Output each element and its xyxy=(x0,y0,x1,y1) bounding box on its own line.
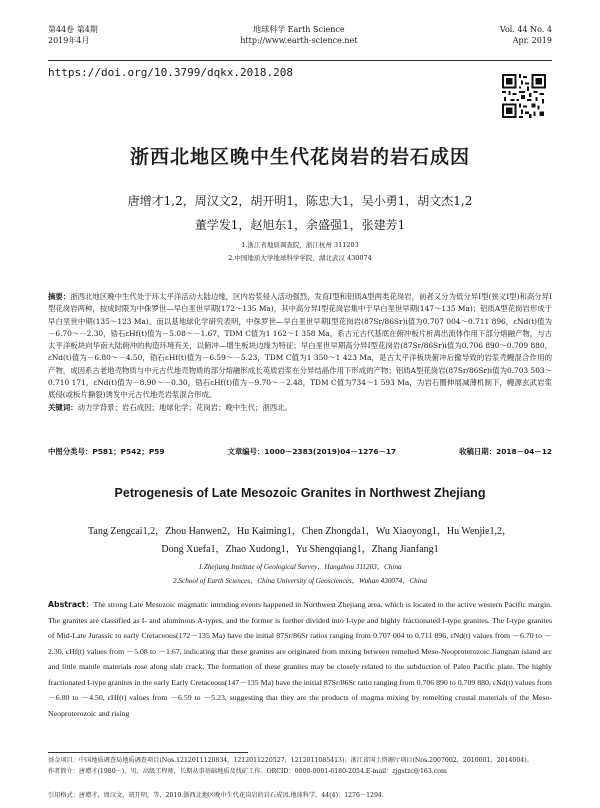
date-cn: 2019年4月 xyxy=(48,36,90,45)
abstract-cn-text: 浙西北地区晚中生代处于环太平洋活动大陆边缘，区内岩浆侵入活动强烈，发育I型和铝质A型两类花岗岩，前者又分为低分异I型(狭义I型)和高分异I型花岗岩两种，按成时限为中侏罗世—早白垩世早期(172～135 Ma)，其中高分异I型花岗岩集中于早白垩世早期(147～135 Ma)；铝质A型花岗岩形成于早白垩世中期(135～123 Ma)。而以基地球化学研究表明，中侏罗世—早白垩世早期I型花岗岩(87Sr/86Sr)i值为0.707 004～0.711 896，εNd(t)值为－6.70～－2.30，锆石εHf(t)值为－5.08～－1.67，TDM C值为1 162～1 358 Ma，系古元古代基底在俯冲板片析离出流体作用下部分熔融产物，与古太平洋板块向华南大陆俯冲的构造环境有关，以俯冲—增生板块边缘为特征；早白垩世早期高分异I型花岗岩(87Sr/86Sr)i值为0.706 890～0.709 880，εNd(t)值为－6.80～－4.50，锆石εHf(t)值为－6.59～－5.23，TDM C值为1 350～1 423 Ma，是古太平洋板块俯冲后撤导致的岩浆壳幔混合作用的产物，成因系古老地壳物质与中元古代地壳物质的部分熔融形成长英质岩浆在分异结晶作用下形成的产物；铝质A型花岗岩(87Sr/86Sr)i值为0.703 503～0.710 171，εNd(t)值为－8.90～－0.30，锆石εHf(t)值为－9.70～－2.48，TDM C值为734～1 593 Ma，为岩石圈伸展减薄机制下，幔源玄武岩浆底侵(或板片撕裂)诱发中元古代地壳岩浆混合形成。 xyxy=(48,292,552,400)
clc-number: 中图分类号：P581；P542；P59 xyxy=(48,447,165,456)
affiliation-en-1: 1.Zhejiang Institute of Geological Survey，Hangzhou 311203，China xyxy=(198,563,402,571)
abstract-cn xyxy=(48,291,552,414)
abstract-en xyxy=(48,597,552,721)
volume-issue-cn: 第44卷 第4期 xyxy=(48,25,98,34)
header-divider xyxy=(48,60,552,61)
authors-cn-line2: 董学发1，赵旭东1，余盛强1，张建芳1 xyxy=(194,218,406,232)
author-bio-note: 作者简介：唐增才(1980－)，男，高级工程师，长期从事基础地质及找矿工作。ORCID：0000-0001-6180-2054.E-mail：zjgstzc@163.com xyxy=(48,768,447,775)
received-date: 收稿日期：2018－04－12 xyxy=(459,447,552,456)
footnote-divider xyxy=(48,752,248,753)
abstract-en-label: Abstract： xyxy=(48,600,94,609)
authors-en-line2: Dong Xuefa1，Zhao Xudong1，Yu Shengqiang1，Zhang Jianfang1 xyxy=(161,544,439,555)
journal-url[interactable]: http://www.earth-science.net xyxy=(240,36,358,45)
journal-header xyxy=(48,24,552,46)
keywords-cn-text: 动力学背景；岩石成因；地球化学；花岗岩；晚中生代；浙西北。 xyxy=(77,402,292,412)
keywords-cn-label: 关键词： xyxy=(48,402,78,412)
document-code: 文章编号：1000－2383(2019)04－1276－17 xyxy=(227,447,397,456)
article-meta-cn xyxy=(48,446,552,457)
abstract-cn-label: 摘要： xyxy=(48,292,71,301)
article-title-en: Petrogenesis of Late Mesozoic Granites in Northwest Zhejiang xyxy=(114,486,486,500)
citation-format: 引用格式：唐增才，周汉文，胡开明，等，2019.浙西北地区晚中生代花岗岩的岩石成因.地球科学，44(4)：1276－1294. xyxy=(48,792,384,799)
affiliation-en-2: 2.School of Earth Sciences，China University of Geosciences，Wuhan 430074，China xyxy=(173,577,427,585)
date-en: Apr. 2019 xyxy=(512,36,552,45)
volume-issue-en: Vol. 44 No. 4 xyxy=(499,25,552,34)
doi-link[interactable]: https://doi.org/10.3799/dqkx.2018.208 xyxy=(48,66,294,79)
authors-en-line1: Tang Zengcai1,2，Zhou Hanwen2，Hu Kaiming1，Chen Zhongda1，Wu Xiaoyong1，Hu Wenjie1,2， xyxy=(88,526,512,537)
funding-note: 基金项目：中国地质调查局地质调查项目(Nos.1212011120834，1212011220527，1212011085413)；浙江省国土资源厅项目(Nos.2007002，2010001，2014004)。 xyxy=(48,757,533,764)
footnotes xyxy=(48,755,552,777)
affiliation-cn-1: 1.浙江省地质调查院，浙江杭州 311203 xyxy=(241,241,359,249)
affiliation-cn-2: 2.中国地质大学地球科学学院，湖北武汉 430074 xyxy=(228,254,372,262)
article-title-cn: 浙西北地区晚中生代花岗岩的岩石成因 xyxy=(129,146,470,168)
authors-cn-line1: 唐增才1,2，周汉文2，胡开明1，陈忠大1，吴小勇1，胡文杰1,2 xyxy=(127,194,473,208)
journal-name: 地球科学 Earth Science xyxy=(253,25,345,34)
qr-code-icon xyxy=(502,74,546,118)
abstract-en-text: The strong Late Mesozoic magmatic intruding events happened in Northwest Zhejiang area, which is located in the active western Pacific margin. The granites are classified as I- and aluminous A-types, and the former is further divided into I-type and highly fractionated I-type granites. The I-type granites of Mid-Late Jurassic to early Cretaceous(172－135 Ma) have the initial 87Sr/86Sr ratios ranging from 0.707 004 to 0.711 896, εNd(t) values from －6.70 to －2.30, εHf(t) values from －5.08 to －1.67, indicating that these granites are originated from mixing between remelted Meso-Neoproterozoic Jiangnan island arc and little mantle materials rose along slab crack. The formation of these granites may be closely related to the subduction of Paleo Pacific plate. The highly fractionated I-type granites in the early Early Cretaceous(147－135 Ma) have the initial 87Sr/86Sr ratio ranging from 0.706 890 to 0.709 880, εNd(t) values from －6.80 to －4.50, εHf(t) values from －6.59 to －5.23, suggesting that they are the products of magma mixing by remelting crustal materials of the Meso-Neoproterozoic and rising xyxy=(48,600,552,718)
